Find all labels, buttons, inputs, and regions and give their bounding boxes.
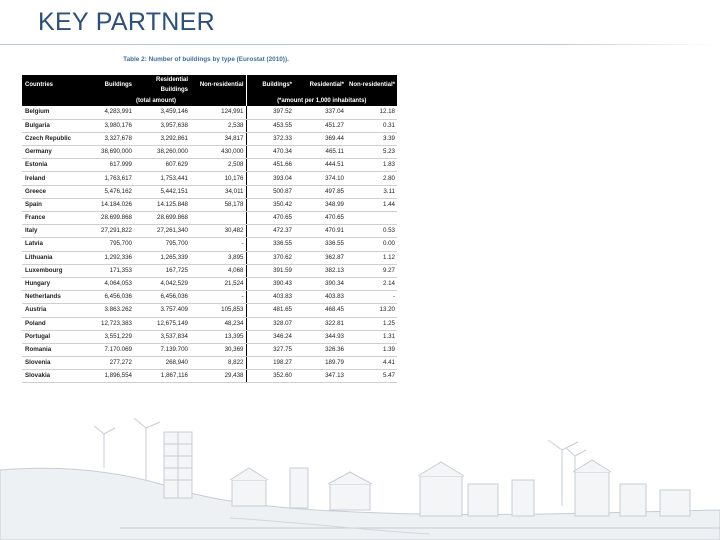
value-cell: 12,723,383 [82, 317, 134, 330]
value-cell: 38,690,000 [82, 146, 134, 159]
value-cell: 5,442,151 [134, 185, 190, 198]
value-cell: 34,817 [190, 132, 246, 145]
value-cell: 48,234 [190, 317, 246, 330]
value-cell: 470.65 [294, 212, 346, 225]
value-cell: 30,369 [190, 343, 246, 356]
table-row [22, 159, 397, 172]
value-cell: 0.53 [346, 225, 397, 238]
value-cell: 2.14 [346, 277, 397, 290]
country-cell: Ireland [22, 172, 82, 185]
value-cell: 403.83 [294, 291, 346, 304]
value-cell: 6,456,036 [82, 291, 134, 304]
value-cell: 3.757.409 [134, 304, 190, 317]
table-row [22, 277, 397, 290]
value-cell: 795,700 [82, 238, 134, 251]
table-row [22, 370, 397, 383]
value-cell: 4,283,991 [82, 106, 134, 119]
column-header: Buildings [82, 75, 134, 95]
value-cell: 382.13 [294, 264, 346, 277]
value-cell: 444.51 [294, 159, 346, 172]
value-cell: - [190, 238, 246, 251]
value-cell: 391.59 [246, 264, 294, 277]
value-cell: 390.34 [294, 277, 346, 290]
value-cell: 500.87 [246, 185, 294, 198]
value-cell: 2,538 [190, 119, 246, 132]
value-cell: 470.34 [246, 146, 294, 159]
value-cell: 390.43 [246, 277, 294, 290]
buildings-table [22, 75, 397, 383]
value-cell: 346.24 [246, 330, 294, 343]
building-icon [164, 432, 192, 498]
table-row [22, 264, 397, 277]
country-cell: France [22, 212, 82, 225]
column-header: Non-residential [190, 75, 246, 95]
value-cell: 1.83 [346, 159, 397, 172]
table-row [22, 198, 397, 211]
value-cell: 3.11 [346, 185, 397, 198]
value-cell: 3,459,146 [134, 106, 190, 119]
country-cell: Slovakia [22, 370, 82, 383]
value-cell: 1.39 [346, 343, 397, 356]
value-cell: 10,176 [190, 172, 246, 185]
value-cell: 352.60 [246, 370, 294, 383]
table-body [22, 106, 397, 383]
column-header: Buildings* [246, 75, 294, 95]
value-cell: 14.125.848 [134, 198, 190, 211]
value-cell: 328.07 [246, 317, 294, 330]
value-cell: 468.45 [294, 304, 346, 317]
value-cell: 14.184.026 [82, 198, 134, 211]
value-cell: 397.52 [246, 106, 294, 119]
value-cell: 5,476,162 [82, 185, 134, 198]
value-cell [190, 212, 246, 225]
value-cell: 369.44 [294, 132, 346, 145]
value-cell: 124,991 [190, 106, 246, 119]
country-cell: Hungary [22, 277, 82, 290]
wind-turbine-icon [134, 418, 160, 480]
table-row [22, 304, 397, 317]
value-cell: 13,395 [190, 330, 246, 343]
value-cell: 451.27 [294, 119, 346, 132]
value-cell: 362.87 [294, 251, 346, 264]
value-cell: 795,700 [134, 238, 190, 251]
value-cell: 28.699.868 [134, 212, 190, 225]
value-cell: 198.27 [246, 357, 294, 370]
country-cell: Belgium [22, 106, 82, 119]
value-cell: 1,753,441 [134, 172, 190, 185]
column-header: Non-residential* [346, 75, 397, 95]
table-row [22, 106, 397, 119]
value-cell: 5.47 [346, 370, 397, 383]
value-cell: 9.27 [346, 264, 397, 277]
value-cell: 322.81 [294, 317, 346, 330]
slide-title: KEY PARTNER [38, 8, 215, 36]
table-row [22, 119, 397, 132]
country-cell: Estonia [22, 159, 82, 172]
country-cell: Germany [22, 146, 82, 159]
value-cell: 3,292,861 [134, 132, 190, 145]
value-cell: 453.55 [246, 119, 294, 132]
value-cell: 3,957,638 [134, 119, 190, 132]
value-cell: 4,042,529 [134, 277, 190, 290]
column-header: Countries [22, 75, 82, 95]
table-row [22, 343, 397, 356]
value-cell: 1,292,336 [82, 251, 134, 264]
country-cell: Spain [22, 198, 82, 211]
country-cell: Poland [22, 317, 82, 330]
value-cell: 350.42 [246, 198, 294, 211]
country-cell: Lithuania [22, 251, 82, 264]
value-cell: 3,895 [190, 251, 246, 264]
table-header-row [22, 75, 397, 95]
value-cell: 4,064,053 [82, 277, 134, 290]
value-cell: 268,940 [134, 357, 190, 370]
value-cell: 27,291,822 [82, 225, 134, 238]
table-row [22, 146, 397, 159]
value-cell: 27,261,340 [134, 225, 190, 238]
country-cell: Bulgaria [22, 119, 82, 132]
value-cell: 326.36 [294, 343, 346, 356]
total-amount-note: (total amount) [134, 95, 246, 106]
value-cell: 1,763,617 [82, 172, 134, 185]
value-cell: 481.65 [246, 304, 294, 317]
value-cell: 2.80 [346, 172, 397, 185]
value-cell: 1,265,339 [134, 251, 190, 264]
per-inhabitant-note: (*amount per 1,000 inhabitants) [246, 95, 397, 106]
country-cell: Luxembourg [22, 264, 82, 277]
value-cell: 1,867,116 [134, 370, 190, 383]
value-cell: 189.79 [294, 357, 346, 370]
value-cell: 1.25 [346, 317, 397, 330]
value-cell: 372.33 [246, 132, 294, 145]
value-cell: 393.04 [246, 172, 294, 185]
value-cell: 403.83 [246, 291, 294, 304]
value-cell: 3,327,678 [82, 132, 134, 145]
value-cell: 470.91 [294, 225, 346, 238]
value-cell: 0.00 [346, 238, 397, 251]
value-cell: 2,508 [190, 159, 246, 172]
value-cell: 347.13 [294, 370, 346, 383]
value-cell: 7.139.700 [134, 343, 190, 356]
value-cell: 337.04 [294, 106, 346, 119]
table-row [22, 238, 397, 251]
value-cell: 171,353 [82, 264, 134, 277]
value-cell: 465.11 [294, 146, 346, 159]
value-cell: 1.12 [346, 251, 397, 264]
country-cell: Czech Republic [22, 132, 82, 145]
table-row [22, 291, 397, 304]
value-cell: 3,537,834 [134, 330, 190, 343]
wind-turbine-icon [548, 440, 578, 506]
wind-turbine-icon [94, 426, 115, 468]
table-row [22, 172, 397, 185]
table-subheader-row [22, 95, 397, 106]
table-caption: Table 2: Number of buildings by type (Eurostat (2010)). [123, 56, 289, 63]
value-cell: 370.62 [246, 251, 294, 264]
title-divider [0, 44, 720, 45]
value-cell: 1,896,554 [82, 370, 134, 383]
value-cell: 58,178 [190, 198, 246, 211]
value-cell: 12,675,149 [134, 317, 190, 330]
value-cell: 277,272 [82, 357, 134, 370]
value-cell: 38,260,000 [134, 146, 190, 159]
country-cell: Portugal [22, 330, 82, 343]
country-cell: Netherlands [22, 291, 82, 304]
value-cell: 3.863.262 [82, 304, 134, 317]
value-cell: 30,482 [190, 225, 246, 238]
value-cell: 3,980,176 [82, 119, 134, 132]
value-cell: 348.99 [294, 198, 346, 211]
column-header: Residential Buildings [134, 75, 190, 95]
table-row [22, 225, 397, 238]
building-icon [230, 468, 372, 510]
table-row [22, 330, 397, 343]
table-row [22, 185, 397, 198]
value-cell: 13.20 [346, 304, 397, 317]
table-row [22, 357, 397, 370]
value-cell: 4,068 [190, 264, 246, 277]
value-cell: 430,000 [190, 146, 246, 159]
value-cell: 7.170.069 [82, 343, 134, 356]
table-row [22, 317, 397, 330]
value-cell: 4.41 [346, 357, 397, 370]
city-skyline-icon [0, 410, 720, 540]
country-cell: Slovenia [22, 357, 82, 370]
value-cell: 29,438 [190, 370, 246, 383]
country-cell: Greece [22, 185, 82, 198]
value-cell: 607.629 [134, 159, 190, 172]
country-cell: Romania [22, 343, 82, 356]
value-cell: 336.55 [294, 238, 346, 251]
value-cell: 497.85 [294, 185, 346, 198]
table-row [22, 251, 397, 264]
column-header: Residential* [294, 75, 346, 95]
value-cell: - [190, 291, 246, 304]
value-cell: 336.55 [246, 238, 294, 251]
country-cell: Austria [22, 304, 82, 317]
country-cell: Italy [22, 225, 82, 238]
value-cell: 344.93 [294, 330, 346, 343]
table-row [22, 212, 397, 225]
value-cell: 34,011 [190, 185, 246, 198]
value-cell: 470.65 [246, 212, 294, 225]
value-cell: 8,822 [190, 357, 246, 370]
value-cell: - [346, 291, 397, 304]
country-cell: Latvia [22, 238, 82, 251]
value-cell: 1.31 [346, 330, 397, 343]
value-cell: 1.44 [346, 198, 397, 211]
value-cell: 617.999 [82, 159, 134, 172]
value-cell: 374.10 [294, 172, 346, 185]
value-cell: 167,725 [134, 264, 190, 277]
value-cell: 0.31 [346, 119, 397, 132]
value-cell: 3.39 [346, 132, 397, 145]
value-cell: 28.699.868 [82, 212, 134, 225]
value-cell: 105,853 [190, 304, 246, 317]
value-cell: 5.23 [346, 146, 397, 159]
value-cell: 6,456,036 [134, 291, 190, 304]
value-cell: 21,524 [190, 277, 246, 290]
value-cell: 451.66 [246, 159, 294, 172]
table-row [22, 132, 397, 145]
value-cell: 327.75 [246, 343, 294, 356]
value-cell: 12.18 [346, 106, 397, 119]
value-cell: 472.37 [246, 225, 294, 238]
table-image [15, 53, 397, 408]
value-cell: 3,551,229 [82, 330, 134, 343]
value-cell [346, 212, 397, 225]
building-icon [418, 460, 690, 516]
